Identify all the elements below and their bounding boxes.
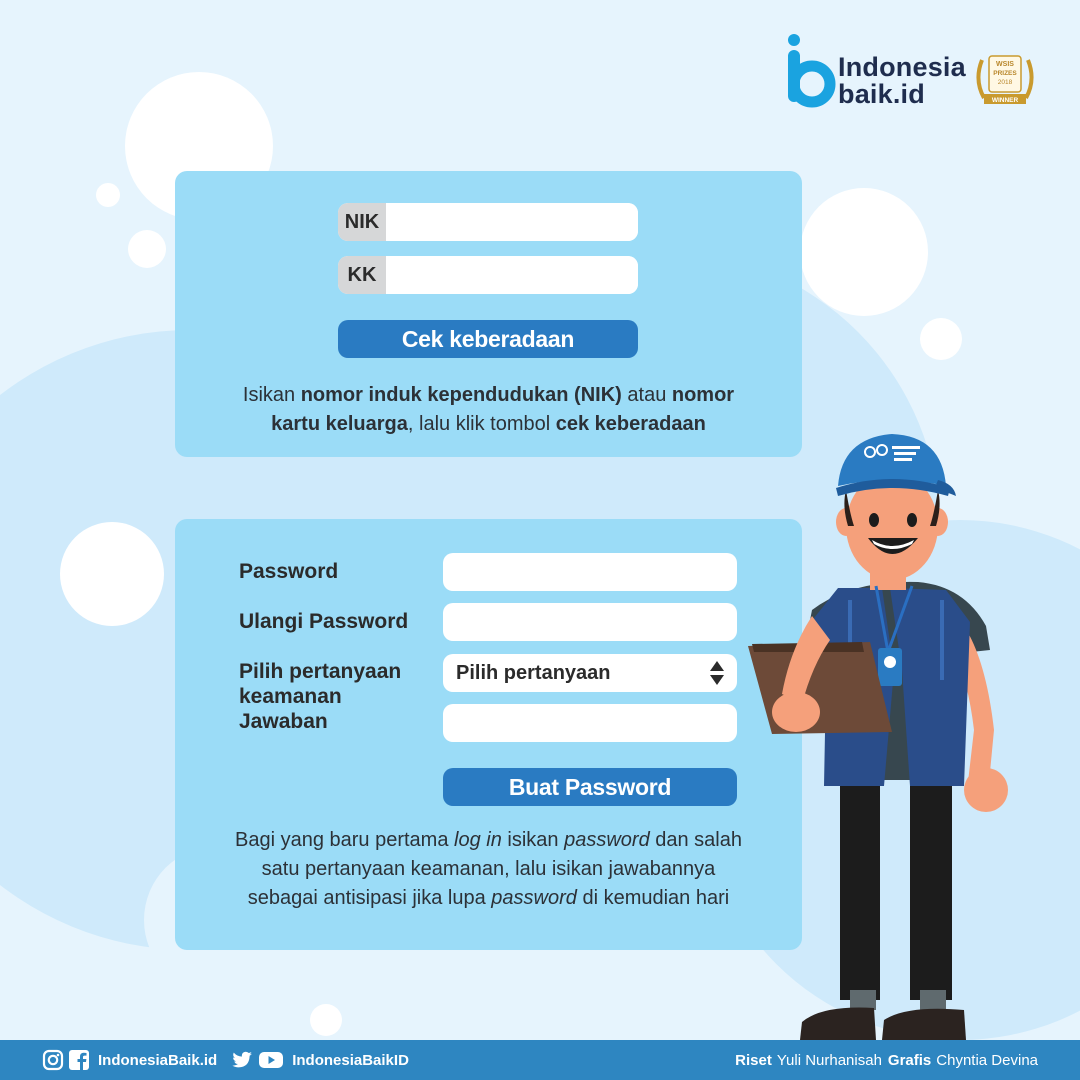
password-instruction (175, 826, 802, 913)
footer-handle-1[interactable]: IndonesiaBaik.id (98, 1051, 218, 1069)
check-instruction-line-2: kartu keluarga, lalu klik tombol cek keberadaan (271, 413, 706, 435)
create-password-button[interactable]: Buat Password (443, 768, 737, 806)
footer-bar (0, 1040, 1080, 1080)
grafis-label: Grafis (887, 1051, 932, 1069)
svg-text:2018: 2018 (997, 79, 1013, 86)
youtube-icon[interactable] (258, 1049, 284, 1071)
instagram-icon[interactable] (42, 1049, 64, 1071)
check-existence-button[interactable]: Cek keberadaan (338, 320, 638, 358)
check-instruction-line-1: Isikan nomor induk kependudukan (NIK) atau nomor (242, 384, 735, 406)
password-instruction-line-2: satu pertanyaan keamanan, lalu isikan jawabannya (261, 858, 716, 880)
repeat-password-input[interactable] (443, 603, 737, 641)
svg-text:PRIZES: PRIZES (993, 70, 1017, 77)
check-instruction (175, 381, 802, 439)
bg-circle (128, 230, 166, 268)
social-group-1 (42, 1049, 217, 1071)
answer-input[interactable] (443, 704, 737, 742)
svg-text:WSIS: WSIS (996, 61, 1014, 68)
bg-circle (310, 1004, 342, 1036)
kk-label: KK (338, 256, 386, 294)
password-label: Password (239, 560, 339, 583)
nik-label: NIK (338, 203, 386, 241)
twitter-icon[interactable] (231, 1049, 253, 1071)
wsis-award-badge-icon (972, 46, 1038, 112)
logo-line-2: baik.id (838, 79, 925, 109)
password-instruction-line-3: sebagai antisipasi jika lupa password di kemudian hari (247, 887, 730, 909)
nik-field (338, 203, 638, 241)
kk-input[interactable] (386, 256, 638, 294)
logo-b-icon (786, 32, 836, 108)
footer-credits (735, 1040, 1038, 1080)
bg-circle (96, 183, 120, 207)
repeat-password-label: Ulangi Password (239, 610, 409, 633)
create-password-panel (175, 519, 802, 950)
password-input[interactable] (443, 553, 737, 591)
kk-field (338, 256, 638, 294)
logo-wordmark (838, 54, 966, 108)
check-existence-panel (175, 171, 802, 457)
select-updown-icon (709, 658, 725, 688)
riset-name: Yuli Nurhanisah (776, 1051, 882, 1069)
security-question-select[interactable] (443, 654, 737, 692)
bg-circle (920, 318, 962, 360)
nik-input[interactable] (386, 203, 638, 241)
security-question-label: Pilih pertanyaan keamanan Jawaban (239, 660, 402, 733)
footer-handle-2[interactable]: IndonesiaBaikID (292, 1051, 409, 1069)
facebook-icon[interactable] (68, 1049, 90, 1071)
riset-label: Riset (735, 1051, 772, 1069)
grafis-name: Chyntia Devina (936, 1051, 1038, 1069)
logo-line-1: Indonesia (838, 52, 966, 82)
social-group-2 (231, 1049, 409, 1071)
indonesiabaik-logo (786, 32, 1056, 112)
password-instruction-line-1: Bagi yang baru pertama log in isikan password dan salah (235, 829, 742, 851)
officer-illustration (742, 430, 1022, 1042)
bg-circle (800, 188, 928, 316)
svg-text:WINNER: WINNER (991, 97, 1019, 104)
answer-label: Jawaban (239, 710, 328, 733)
bg-circle (60, 522, 164, 626)
security-question-selected: Pilih pertanyaan (456, 661, 611, 684)
